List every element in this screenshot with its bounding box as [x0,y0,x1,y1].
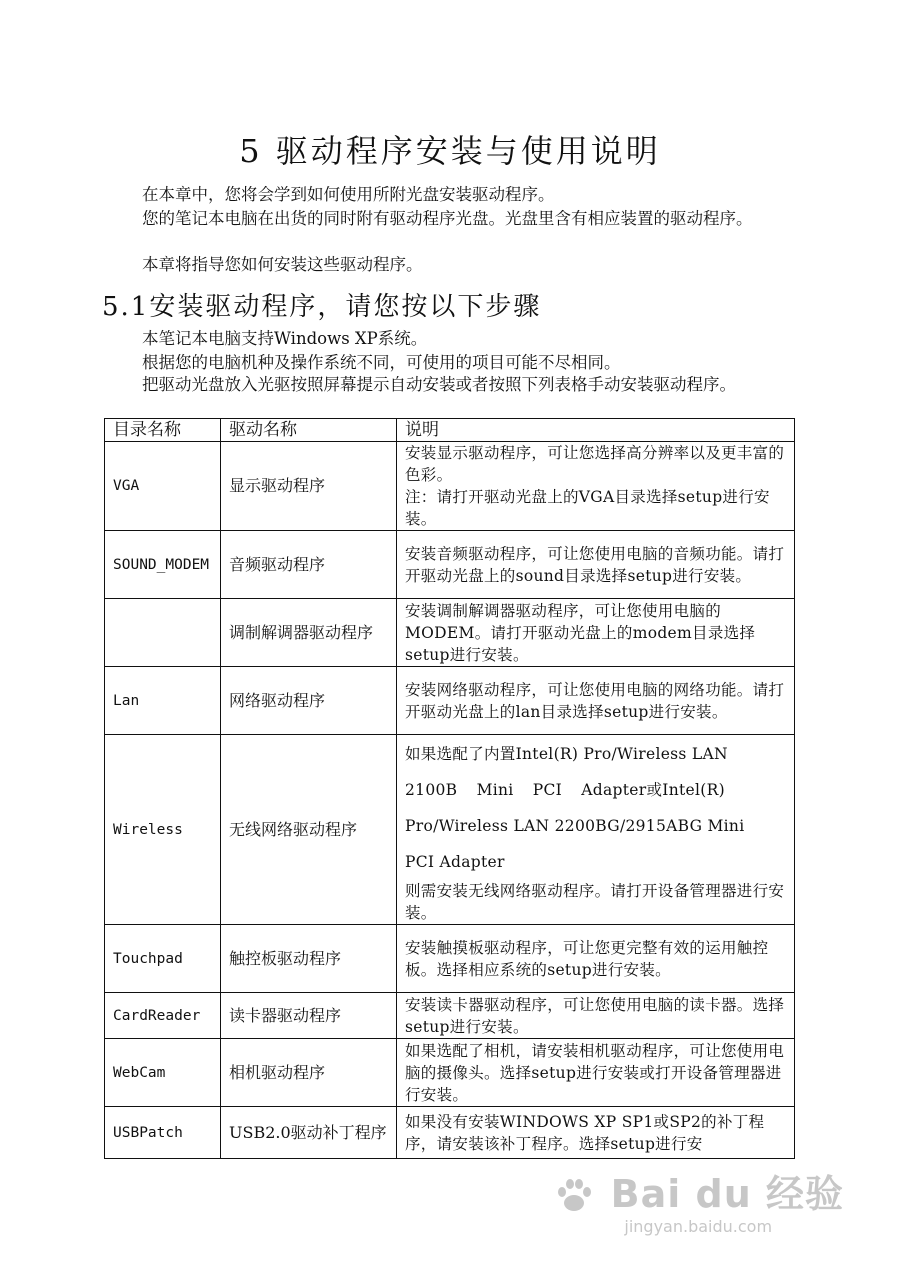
dir-cell: WebCam [105,1039,221,1107]
section-title: 5.1安装驱动程序，请您按以下步骤 [102,292,542,322]
driver-cell: 调制解调器驱动程序 [221,599,397,667]
dir-cell: CardReader [105,993,221,1039]
watermark-brand [552,1171,844,1219]
desc-line: PCI Adapter [405,852,505,871]
desc-cell: 安装调制解调器驱动程序，可让您使用电脑的MODEM。请打开驱动光盘上的modem目录选择setup进行安装。 [397,599,795,667]
driver-cell: USB2.0驱动补丁程序 [221,1107,397,1159]
dir-cell: Touchpad [105,925,221,993]
table-row [105,442,795,531]
section-paragraph-3: 把驱动光盘放入光驱按照屏幕提示自动安装或者按照下列表格手动安装驱动程序。 [142,375,736,394]
table-row [105,599,795,667]
chapter-title: 5 驱动程序安装与使用说明 [239,132,661,170]
table-row [105,667,795,735]
desc-text: 安装显示驱动程序，可让您选择高分辨率以及更丰富的色彩。 [405,444,785,484]
desc-cell [397,735,795,925]
watermark-url: jingyan.baidu.com [624,1217,773,1236]
driver-table [104,418,795,1159]
desc-cell: 安装读卡器驱动程序，可让您使用电脑的读卡器。选择setup进行安装。 [397,993,795,1039]
table-row [105,735,795,925]
baidu-watermark [552,1171,844,1237]
table-row [105,1107,795,1159]
table-row [105,925,795,993]
desc-cell: 如果没有安装WINDOWS XP SP1或SP2的补丁程序，请安装该补丁程序。选择setup进行安 [397,1107,795,1159]
table-row [105,1039,795,1107]
desc-cell: 安装网络驱动程序，可让您使用电脑的网络功能。请打开驱动光盘上的lan目录选择setup进行安装。 [397,667,795,735]
desc-line: 2100B Mini PCI Adapter或Intel(R) [405,780,725,799]
header-directory: 目录名称 [105,419,221,442]
header-driver: 驱动名称 [221,419,397,442]
driver-cell: 显示驱动程序 [221,442,397,531]
table-row [105,531,795,599]
driver-cell: 网络驱动程序 [221,667,397,735]
table-row [105,993,795,1039]
dir-cell: USBPatch [105,1107,221,1159]
desc-note: 则需安装无线网络驱动程序。请打开设备管理器进行安装。 [405,881,785,922]
header-description: 说明 [397,419,795,442]
desc-line: 如果选配了内置Intel(R) Pro/Wireless LAN [405,744,728,763]
table-header-row [105,419,795,442]
intro-paragraph-1: 在本章中，您将会学到如何使用所附光盘安装驱动程序。 [142,185,555,204]
desc-line: Pro/Wireless LAN 2200BG/2915ABG Mini [405,816,745,835]
desc-cell [397,442,795,531]
driver-cell: 触控板驱动程序 [221,925,397,993]
desc-cell: 安装触摸板驱动程序，可让您更完整有效的运用触控板。选择相应系统的setup进行安装。 [397,925,795,993]
paw-icon [552,1174,596,1218]
desc-cell: 如果选配了相机，请安装相机驱动程序，可让您使用电脑的摄像头。选择setup进行安装或打开设备管理器进行安装。 [397,1039,795,1107]
driver-cell: 读卡器驱动程序 [221,993,397,1039]
driver-cell: 音频驱动程序 [221,531,397,599]
intro-paragraph-2: 您的笔记本电脑在出货的同时附有驱动程序光盘。光盘里含有相应装置的驱动程序。 [142,209,753,228]
intro-paragraph-3: 本章将指导您如何安装这些驱动程序。 [142,255,423,274]
dir-cell: Wireless [105,735,221,925]
dir-cell: Lan [105,667,221,735]
desc-cell: 安装音频驱动程序，可让您使用电脑的音频功能。请打开驱动光盘上的sound目录选择setup进行安装。 [397,531,795,599]
driver-cell: 相机驱动程序 [221,1039,397,1107]
section-paragraph-1: 本笔记本电脑支持Windows XP系统。 [142,329,428,348]
desc-note: 注：请打开驱动光盘上的VGA目录选择setup进行安装。 [405,488,770,528]
watermark-brand-text: Bai du 经验 [610,1171,844,1216]
dir-cell [105,599,221,667]
dir-cell: VGA [105,442,221,531]
section-paragraph-2: 根据您的电脑机种及操作系统不同，可使用的项目可能不尽相同。 [142,353,621,372]
driver-cell: 无线网络驱动程序 [221,735,397,925]
dir-cell: SOUND_MODEM [105,531,221,599]
